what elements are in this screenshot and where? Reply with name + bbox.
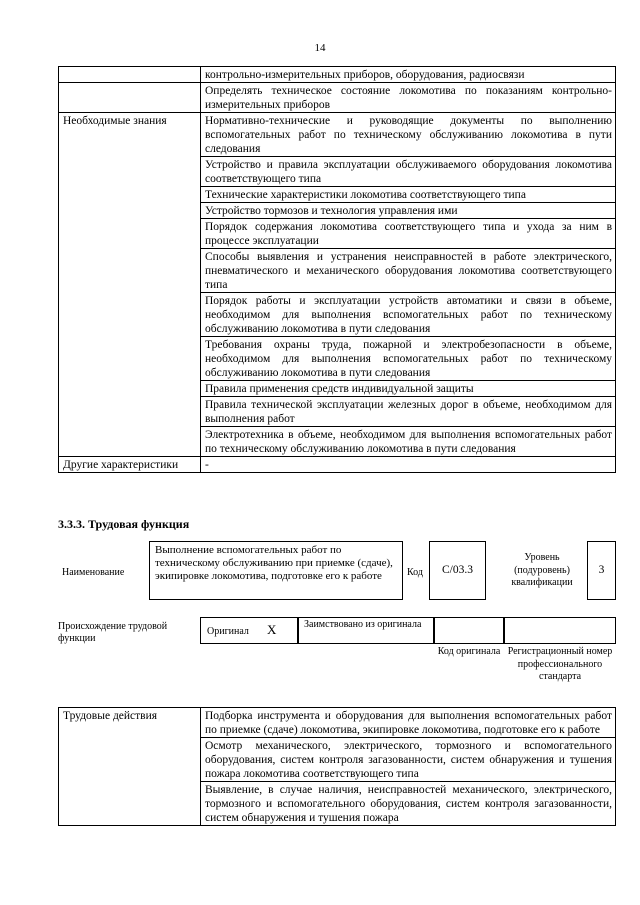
origin-label: Происхождение трудовой функции bbox=[58, 621, 168, 644]
qualification-level-value: 3 bbox=[587, 541, 616, 600]
page-number: 14 bbox=[314, 42, 326, 54]
code-label: Код bbox=[407, 567, 423, 578]
function-code-value: C/03.3 bbox=[429, 541, 486, 600]
row-text: Осмотр механического, электрического, тормозного и вспомогательного оборудования, систем контроля загазованности, систем обнаружения и тушения пожара локомотива соответствующего типа bbox=[201, 738, 616, 782]
labor-actions-table bbox=[58, 707, 616, 826]
row-text: - bbox=[201, 457, 616, 473]
table-row bbox=[59, 708, 616, 738]
row-text: Подборка инструмента и оборудования для выполнения вспомогательных работ по приемке (сдаче) локомотива, экипировке локомотива, подготовке его к работе bbox=[201, 708, 616, 738]
row-text: Выявление, в случае наличия, неисправностей механического, электрического, тормозного и вспомогательного оборудования, систем контроля загазованности, систем обнаружения и тушения пожара bbox=[201, 782, 616, 826]
row-text: Правила применения средств индивидуальной защиты bbox=[201, 381, 616, 397]
registration-number-label: Регистрационный номер профессионального стандарта bbox=[507, 646, 613, 682]
registration-number-cell bbox=[504, 617, 616, 644]
row-text: Требования охраны труда, пожарной и электробезопасности в объеме, необходимом для выполнения вспомогательных работ по техническому обслуживанию локомотива в пути следования bbox=[201, 337, 616, 381]
code-original-label: Код оригинала bbox=[437, 646, 501, 657]
row-text: контрольно-измерительных приборов, оборудования, радиосвязи bbox=[201, 67, 616, 83]
borrowed-label: Заимствовано из оригинала bbox=[298, 617, 434, 644]
function-name-value: Выполнение вспомогательных работ по техническому обслуживанию при приемке (сдаче), экипировке локомотива, подготовке его к работе bbox=[149, 541, 403, 600]
row-text: Технические характеристики локомотива соответствующего типа bbox=[201, 187, 616, 203]
section-heading: 3.3.3. Трудовая функция bbox=[58, 517, 190, 531]
row-label: Необходимые знания bbox=[59, 113, 201, 457]
qualification-level-label: Уровень (подуровень) квалификации bbox=[511, 552, 573, 588]
row-label bbox=[59, 83, 201, 113]
row-text: Порядок работы и эксплуатации устройств автоматики и связи в объеме, необходимом для выполнения вспомогательных работ по техническому обслуживанию локомотива в пути следования bbox=[201, 293, 616, 337]
original-mark: X bbox=[267, 622, 277, 637]
row-label: Трудовые действия bbox=[59, 708, 201, 826]
table-row bbox=[59, 67, 616, 83]
row-text: Устройство тормозов и технология управления ими bbox=[201, 203, 616, 219]
knowledge-table bbox=[58, 66, 616, 473]
row-text: Правила технической эксплуатации железных дорог в объеме, необходимом для выполнения работ bbox=[201, 397, 616, 427]
table-row bbox=[59, 83, 616, 113]
row-text: Способы выявления и устранения неисправностей в работе электрического, пневматического и механического оборудования локомотива соответствующего типа bbox=[201, 249, 616, 293]
row-label bbox=[59, 67, 201, 83]
table-row bbox=[59, 457, 616, 473]
row-text: Электротехника в объеме, необходимом для выполнения вспомогательных работ по техническому обслуживанию локомотива в пути следования bbox=[201, 427, 616, 457]
row-label: Другие характеристики bbox=[59, 457, 201, 473]
original-cell bbox=[200, 617, 298, 644]
row-text: Определять техническое состояние локомотива по показаниям контрольно-измерительных приборов bbox=[201, 83, 616, 113]
name-label: Наименование bbox=[62, 567, 125, 578]
table-row bbox=[59, 113, 616, 157]
row-text: Порядок содержания локомотива соответствующего типа и ухода за ним в процессе эксплуатации bbox=[201, 219, 616, 249]
row-text: Устройство и правила эксплуатации обслуживаемого оборудования локомотива соответствующего типа bbox=[201, 157, 616, 187]
original-label: Оригинал bbox=[207, 626, 249, 637]
code-original-cell bbox=[434, 617, 504, 644]
row-text: Нормативно-технические и руководящие документы по выполнению вспомогательных работ по техническому обслуживанию локомотива в пути следования bbox=[201, 113, 616, 157]
